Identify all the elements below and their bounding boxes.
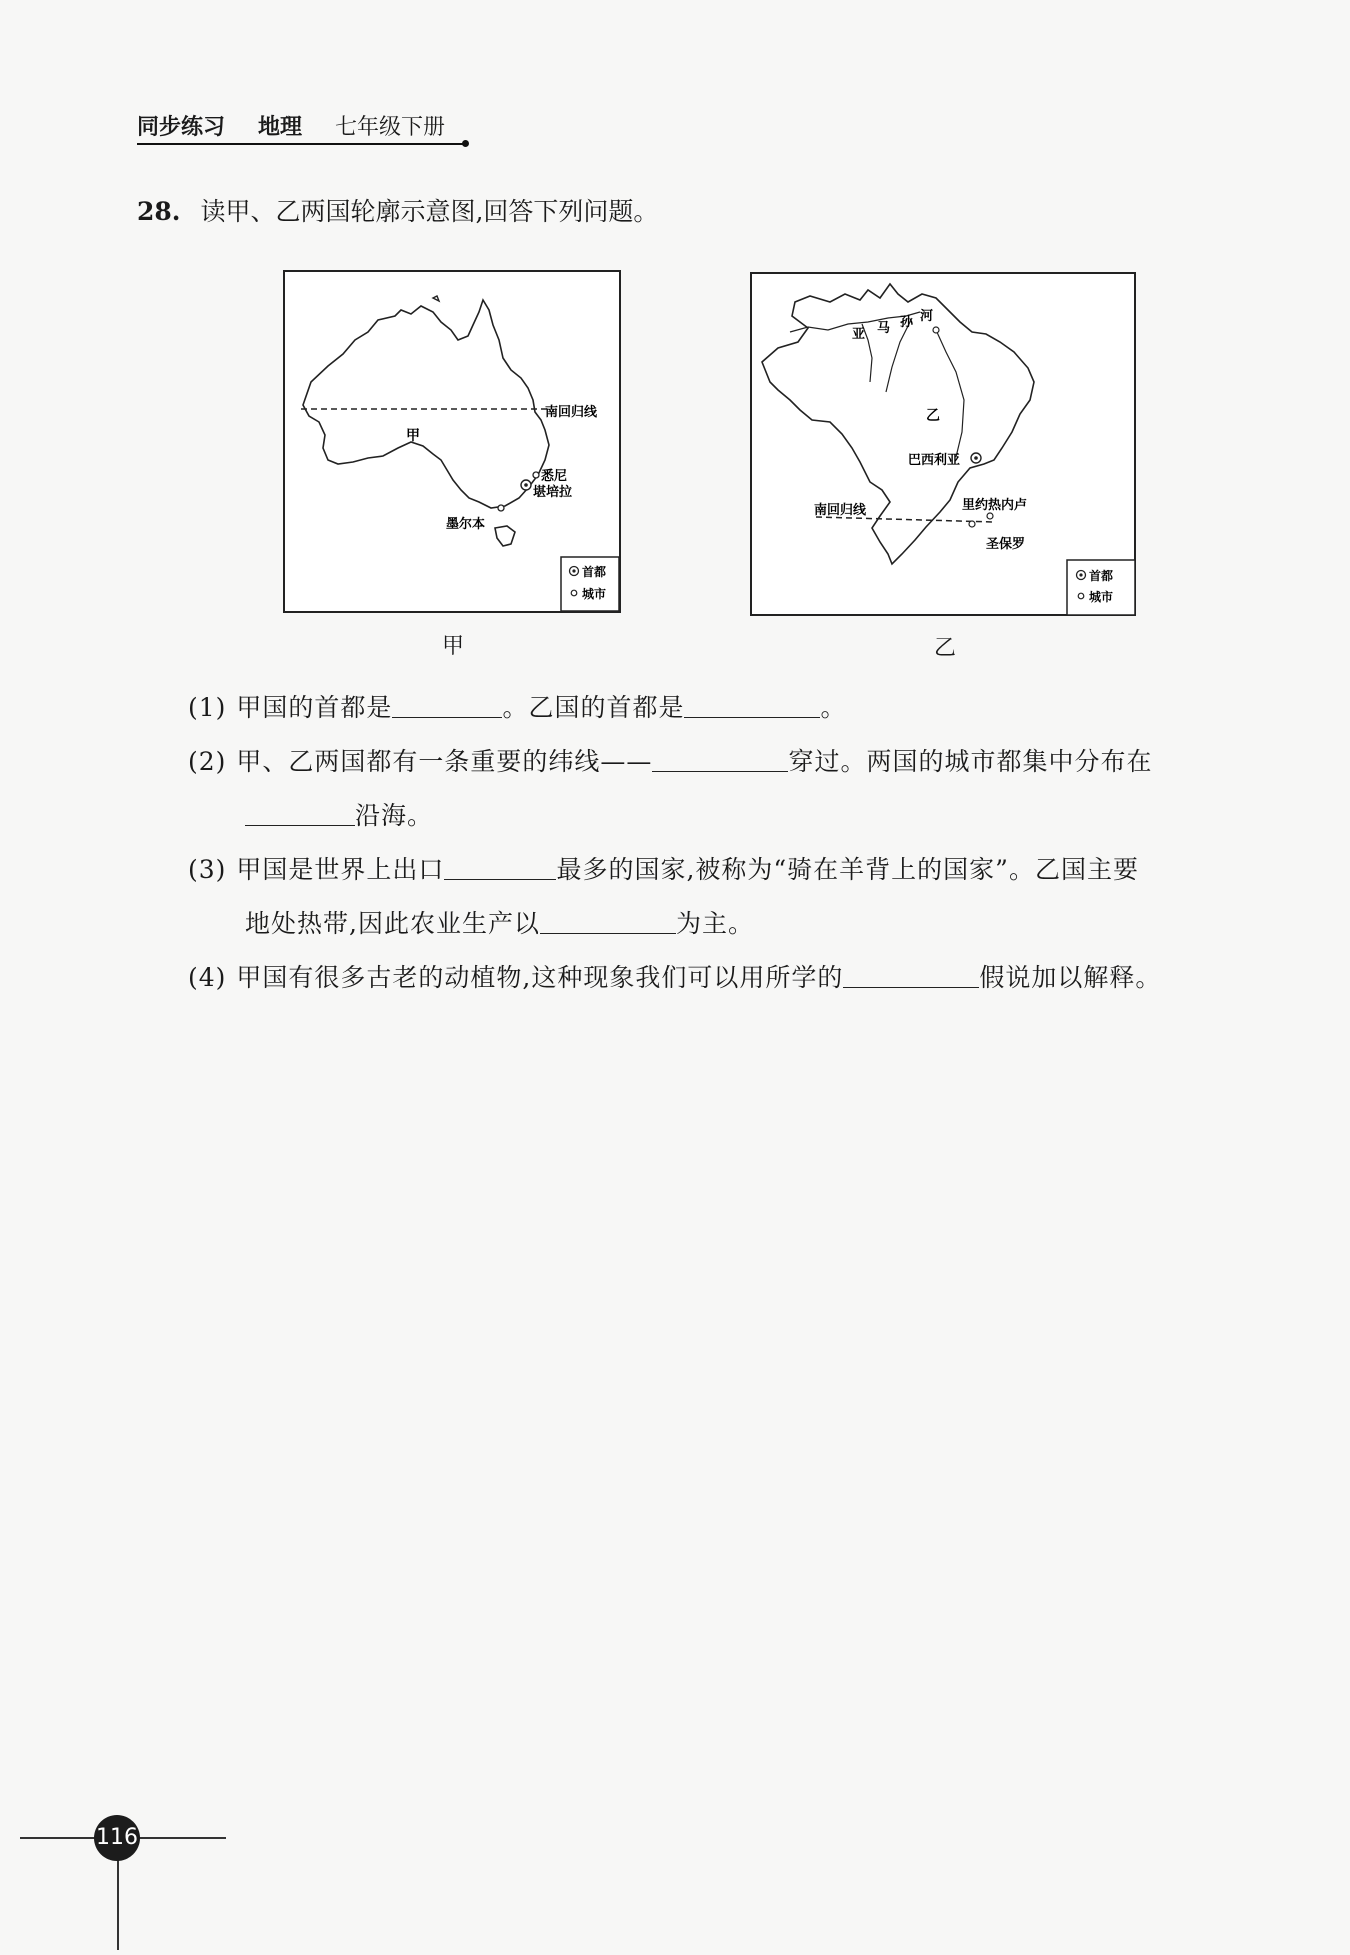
answer-blank-2b[interactable] [245,801,355,826]
answer-blank-3a[interactable] [444,855,556,880]
city-marker-belem [933,327,939,333]
page-margin-rule [117,1850,119,1950]
tropic-label-jia: 南回归线 [545,405,598,420]
city-label-saopaulo: 圣保罗 [986,537,1026,552]
question-28 [137,192,658,228]
river-label-char-3: 孙 [900,315,914,330]
answer-blank-1a[interactable] [392,693,502,718]
map-jia [283,270,621,613]
city-label-canberra: 堪培拉 [533,485,573,500]
legend-yi [1067,560,1135,615]
city-marker-sydney [533,472,539,478]
city-marker-saopaulo [969,521,975,527]
question-number: 28. [137,197,181,226]
svg-text:首都: 首都 [1089,569,1114,583]
svg-text:城市: 城市 [1089,590,1114,604]
question-prompt: 读甲、乙两国轮廓示意图,回答下列问题。 [200,197,659,226]
answer-blank-2a[interactable] [652,747,788,772]
svg-text:首都: 首都 [582,565,607,579]
tropic-label-yi: 南回归线 [814,503,867,518]
map-caption-yi: 乙 [934,636,957,661]
header-rule-dot [462,140,469,147]
river-label-char-2: 马 [877,321,891,336]
subquestion-1: (1) 甲国的首都是 。乙国的首都是 。 [188,693,847,722]
legend-jia [561,557,619,611]
subquestion-3: (3) 甲国是世界上出口 最多的国家,被称为“骑在羊背上的国家”。乙国主要 [188,855,1139,884]
running-header [137,110,445,141]
subquestion-2-cont: 沿海。 [245,796,433,832]
answer-blank-3b[interactable] [540,909,676,934]
city-label-sydney: 悉尼 [541,469,568,484]
svg-text:城市: 城市 [582,587,607,601]
map-caption-jia: 甲 [442,634,465,659]
map-yi [750,272,1136,616]
country-label-yi: 乙 [926,408,940,424]
city-label-rio: 里约热内卢 [962,498,1028,513]
capital-label-brasilia: 巴西利亚 [908,453,961,468]
header-book-title: 同步练习 [137,115,226,140]
city-marker-melbourne [498,505,504,511]
header-rule [137,143,467,145]
answer-blank-1b[interactable] [684,693,820,718]
subquestion-2: (2) 甲、乙两国都有一条重要的纬线—— 穿过。两国的城市都集中分布在 [188,747,1153,776]
subquestion-4: (4) 甲国有很多古老的动植物,这种现象我们可以用所学的 假说加以解释。 [188,963,1162,992]
header-grade: 七年级下册 [335,115,446,140]
subquestion-3-cont: 地处热带,因此农业生产以 为主。 [245,909,754,938]
river-label-char-4: 河 [920,309,934,324]
river-label-char-1: 亚 [852,327,866,342]
country-label-jia: 甲 [406,428,420,444]
answer-blank-4[interactable] [843,963,979,988]
city-marker-rio [987,513,993,519]
header-subject: 地理 [258,115,303,140]
city-label-melbourne: 墨尔本 [446,517,486,532]
page-number: 116 [94,1815,140,1861]
